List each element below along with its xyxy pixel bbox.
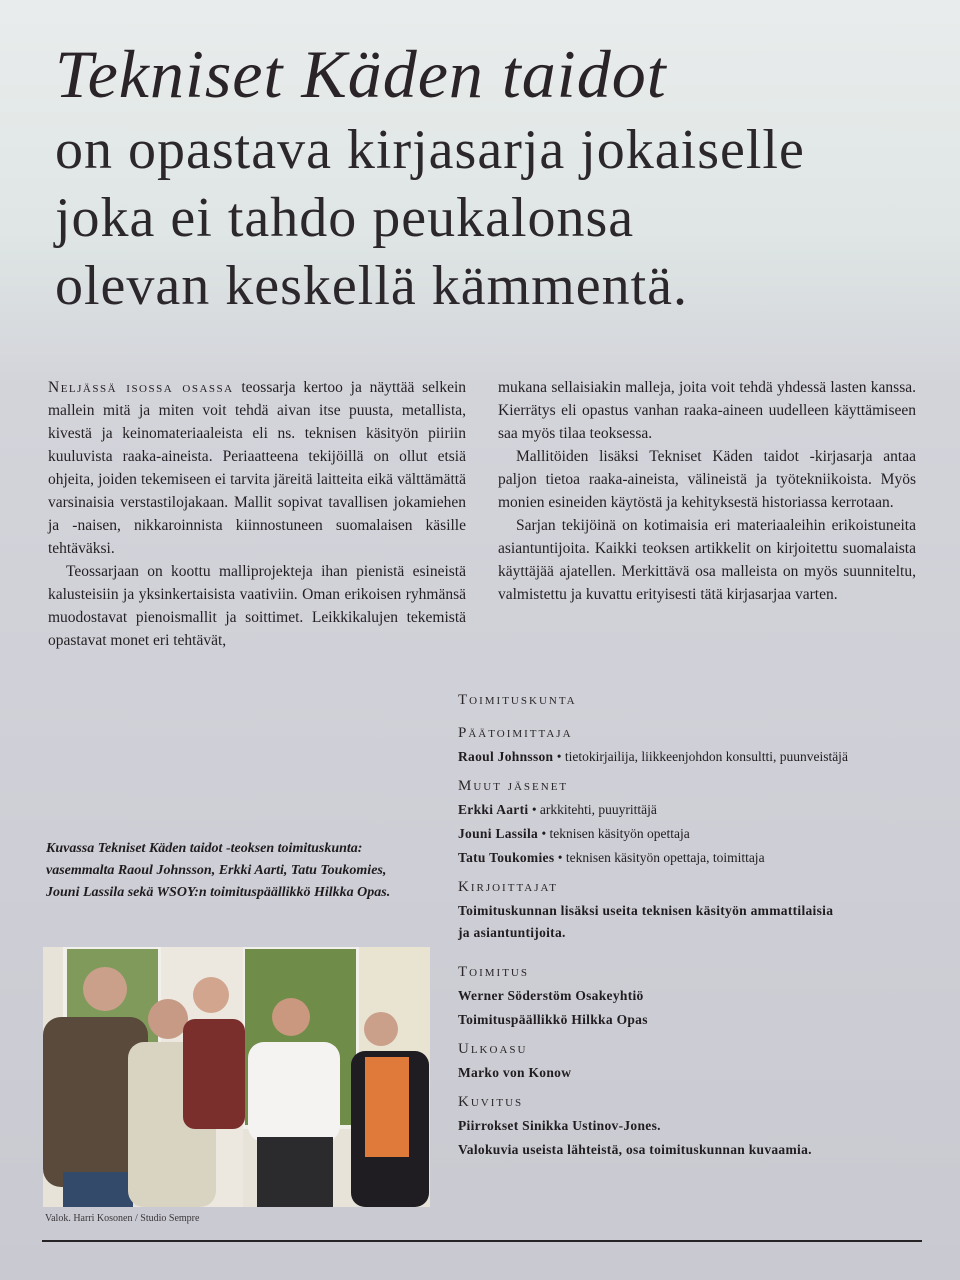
headline [55, 32, 935, 320]
member [458, 849, 928, 867]
body-paragraph: Mallitöiden lisäksi Tekniset Käden taidot -kirjasarja antaa paljon tietoa raaka-aineista, välineistä ja työtekniikoista. Myös monien esineiden käytöstä ja kehityksestä historiassa kerrotaan. [498, 448, 916, 511]
layout-heading: Ulkoasu [458, 1041, 528, 1057]
photo-credit: Valok. Harri Kosonen / Studio Sempre [45, 1213, 200, 1224]
body-paragraph: Teossarjaan on koottu malliprojekteja ihan pienistä esineistä kalusteisiin ja yksinkertaisista vaativiin. Oman erikoisen ryhmänsä muodostavat pienoismallit ja soittimet. Leikkikalujen tekemistä opastavat monet eri tehtävät, [48, 563, 466, 649]
bottom-rule [42, 1240, 922, 1242]
person-role: • tietokirjailija, liikkeenjohdon konsultti, puunveistäjä [553, 749, 848, 764]
person-name: Tatu Toukomies [458, 850, 555, 865]
body-paragraph [48, 376, 466, 560]
writers-line: ja asiantuntijoita. [458, 925, 566, 940]
person-role: • teknisen käsityön opettaja, toimittaja [554, 850, 765, 865]
publisher-line: Werner Söderstöm Osakeyhtiö [458, 988, 644, 1003]
headline-line-3: olevan keskellä kämmentä. [55, 255, 688, 317]
credits-heading: Toimituskunta [458, 692, 577, 708]
photo-caption: Kuvassa Tekniset Käden taidot -teoksen toimituskunta: vasemmalta Raoul Johnsson, Erkki Aarti, Tatu Toukomies, Jouni Lassila sekä WSOY:n toimituspäällikkö Hilkka Opas. [46, 841, 391, 900]
lead-in: Neljässä isossa osassa [48, 379, 234, 396]
member [458, 825, 928, 843]
person-name: Jouni Lassila [458, 826, 539, 841]
group-photo-illustration [43, 947, 430, 1207]
group-photo [43, 947, 430, 1207]
person-role: • teknisen käsityön opettaja [538, 826, 690, 841]
person-name: Raoul Johnsson [458, 749, 554, 764]
layout-line: Marko von Konow [458, 1065, 572, 1080]
publisher-line: Toimituspäällikkö Hilkka Opas [458, 1012, 648, 1027]
body-column-left [48, 376, 466, 652]
body-column-right [498, 376, 916, 606]
headline-line-2: joka ei tahdo peukalonsa [55, 187, 635, 249]
illustration-line: Valokuvia useista lähteistä, osa toimituskunnan kuvaamia. [458, 1142, 812, 1157]
body-paragraph: Sarjan tekijöinä on kotimaisia eri materiaaleihin erikoistuneita asiantuntijoita. Kaikki teoksen artikkelit on kirjoitettu suomalaista käyttäjää ajatellen. Merkittävä osa malleista on myös suunniteltu, valmistettu ja kuvattu erityisesti tätä kirjasarjaa varten. [498, 517, 916, 603]
publisher-heading: Toimitus [458, 964, 529, 980]
writers-heading: Kirjoittajat [458, 879, 558, 895]
editor-in-chief-heading: Päätoimittaja [458, 725, 573, 741]
editor-in-chief [458, 748, 928, 766]
members-heading: Muut jäsenet [458, 778, 569, 794]
illustration-line: Piirrokset Sinikka Ustinov-Jones. [458, 1118, 661, 1133]
writers-line: Toimituskunnan lisäksi useita teknisen käsityön ammattilaisia [458, 903, 834, 918]
credits [458, 692, 928, 1165]
illustration-heading: Kuvitus [458, 1094, 524, 1110]
person-name: Erkki Aarti [458, 802, 529, 817]
headline-line-1: on opastava kirjasarja jokaiselle [55, 119, 805, 181]
body-paragraph: mukana sellaisiakin malleja, joita voit tehdä yhdessä lasten kanssa. Kierrätys eli opastus vanhan raaka-aineen uudelleen käyttämiseen saa myös tilaa teoksessa. [498, 379, 916, 442]
headline-title: Tekniset Käden taidot [55, 36, 667, 112]
member [458, 801, 928, 819]
paragraph-text: teossarja kertoo ja näyttää selkein mallein mitä ja miten voit tehdä aivan itse puusta, metallista, kivestä ja keinomateriaaleista eli ns. teknisen käsityön piiriin kuuluvista raaka-aineista. Periaatteena tekijöillä on ollut etsiä ohjeita, joiden tekemiseen ei tarvita järeitä laitteita eikä välttämättä varsinaisia verstastilojakaan. Mallit sopivat tavallisen jokamiehen ja -naisen, nikkaroinnista kiinnostuneen suomalaisen käsille tehtäväksi. [48, 379, 467, 557]
person-role: • arkkitehti, puuyrittäjä [528, 802, 657, 817]
